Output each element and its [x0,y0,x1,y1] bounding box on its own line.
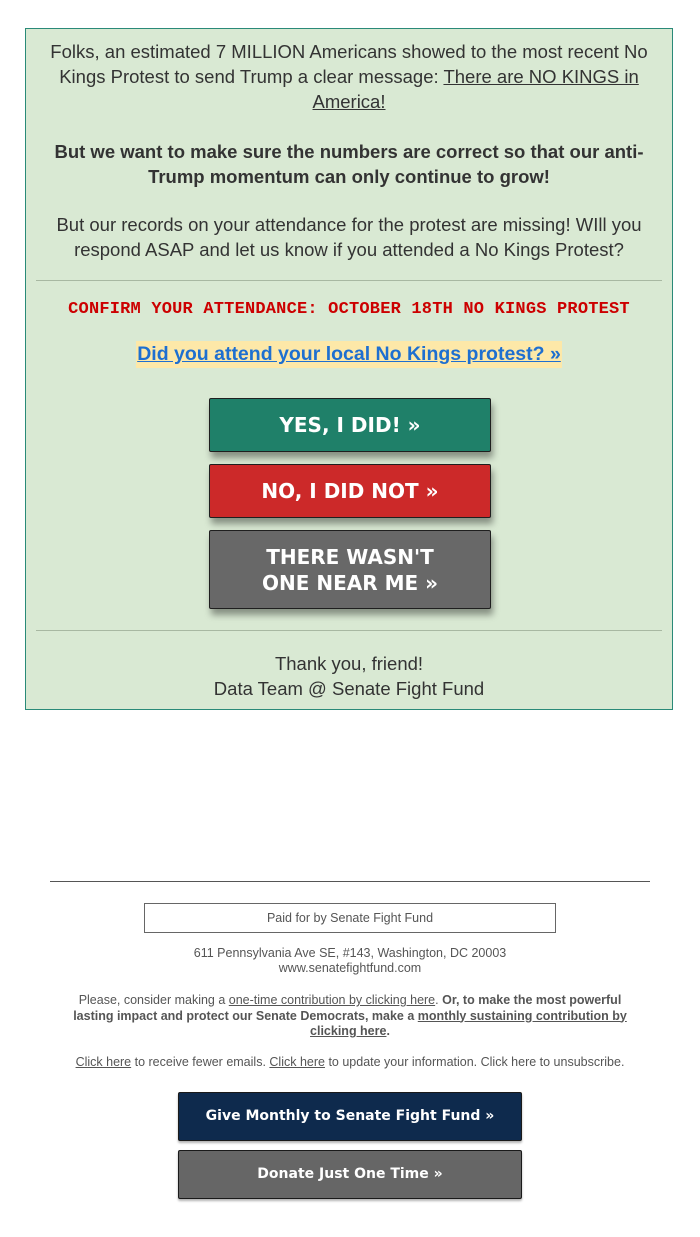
question-wrapper [26,341,672,368]
paid-for-disclaimer: Paid for by Senate Fight Fund [144,903,556,933]
none-near-button[interactable]: THERE WASN'T ONE NEAR ME » [209,530,491,609]
donate-once-button[interactable]: Donate Just One Time » [178,1150,522,1199]
contrib-period: . [386,1024,390,1038]
fewer-emails-link[interactable]: Click here [75,1055,132,1069]
footer-divider [50,881,650,882]
footer-address: 611 Pennsylvania Ave SE, #143, Washington, DC 20003 [193,946,507,960]
intro-text: Folks, an estimated 7 MILLION Americans showed to the most recent No Kings Protest to send Trump a clear message: [50,41,648,87]
divider-top [36,280,662,281]
update-unsubscribe-text: to update your information. Click here to unsubscribe. [324,1055,625,1069]
fewer-emails-text: to receive fewer emails. [131,1055,270,1069]
signoff-thanks: Thank you, friend! [274,653,424,674]
bold-paragraph: But we want to make sure the numbers are correct so that our anti-Trump momentum can only continue to grow! [54,141,644,187]
footer-website: www.senatefightfund.com [278,961,422,975]
survey-card [25,28,673,710]
yes-button[interactable]: YES, I DID! » [209,398,491,452]
monthly-contribution-link[interactable]: monthly sustaining contribution by clicking here [310,1008,627,1038]
intro-paragraph [46,39,652,114]
divider-bottom [36,630,662,631]
email-preferences [0,1055,700,1070]
signoff-team: Data Team @ Senate Fight Fund [213,678,485,699]
records-paragraph: But our records on your attendance for the protest are missing! WIll you respond ASAP and let us know if you attended a No Kings Protest? [56,214,642,260]
contrib-separator: . [435,993,443,1007]
update-info-link[interactable]: Click here [269,1055,325,1069]
give-monthly-button[interactable]: Give Monthly to Senate Fight Fund » [178,1092,522,1141]
no-button[interactable]: NO, I DID NOT » [209,464,491,518]
contrib-text: Please, consider making a [78,993,229,1007]
no-kings-link[interactable]: There are NO KINGS in America! [312,66,639,112]
confirm-heading: CONFIRM YOUR ATTENDANCE: OCTOBER 18TH NO KINGS PROTEST [68,300,630,319]
contribution-paragraph [65,993,635,1040]
footer-address-block [0,946,700,976]
attend-question-link[interactable]: Did you attend your local No Kings protest? » [136,341,562,368]
one-time-contribution-link[interactable]: one-time contribution by clicking here [228,993,436,1007]
signoff [26,651,672,701]
contrib-bold-text: Or, to make the most powerful lasting impact and protect our Senate Democrats, make a [73,993,622,1023]
